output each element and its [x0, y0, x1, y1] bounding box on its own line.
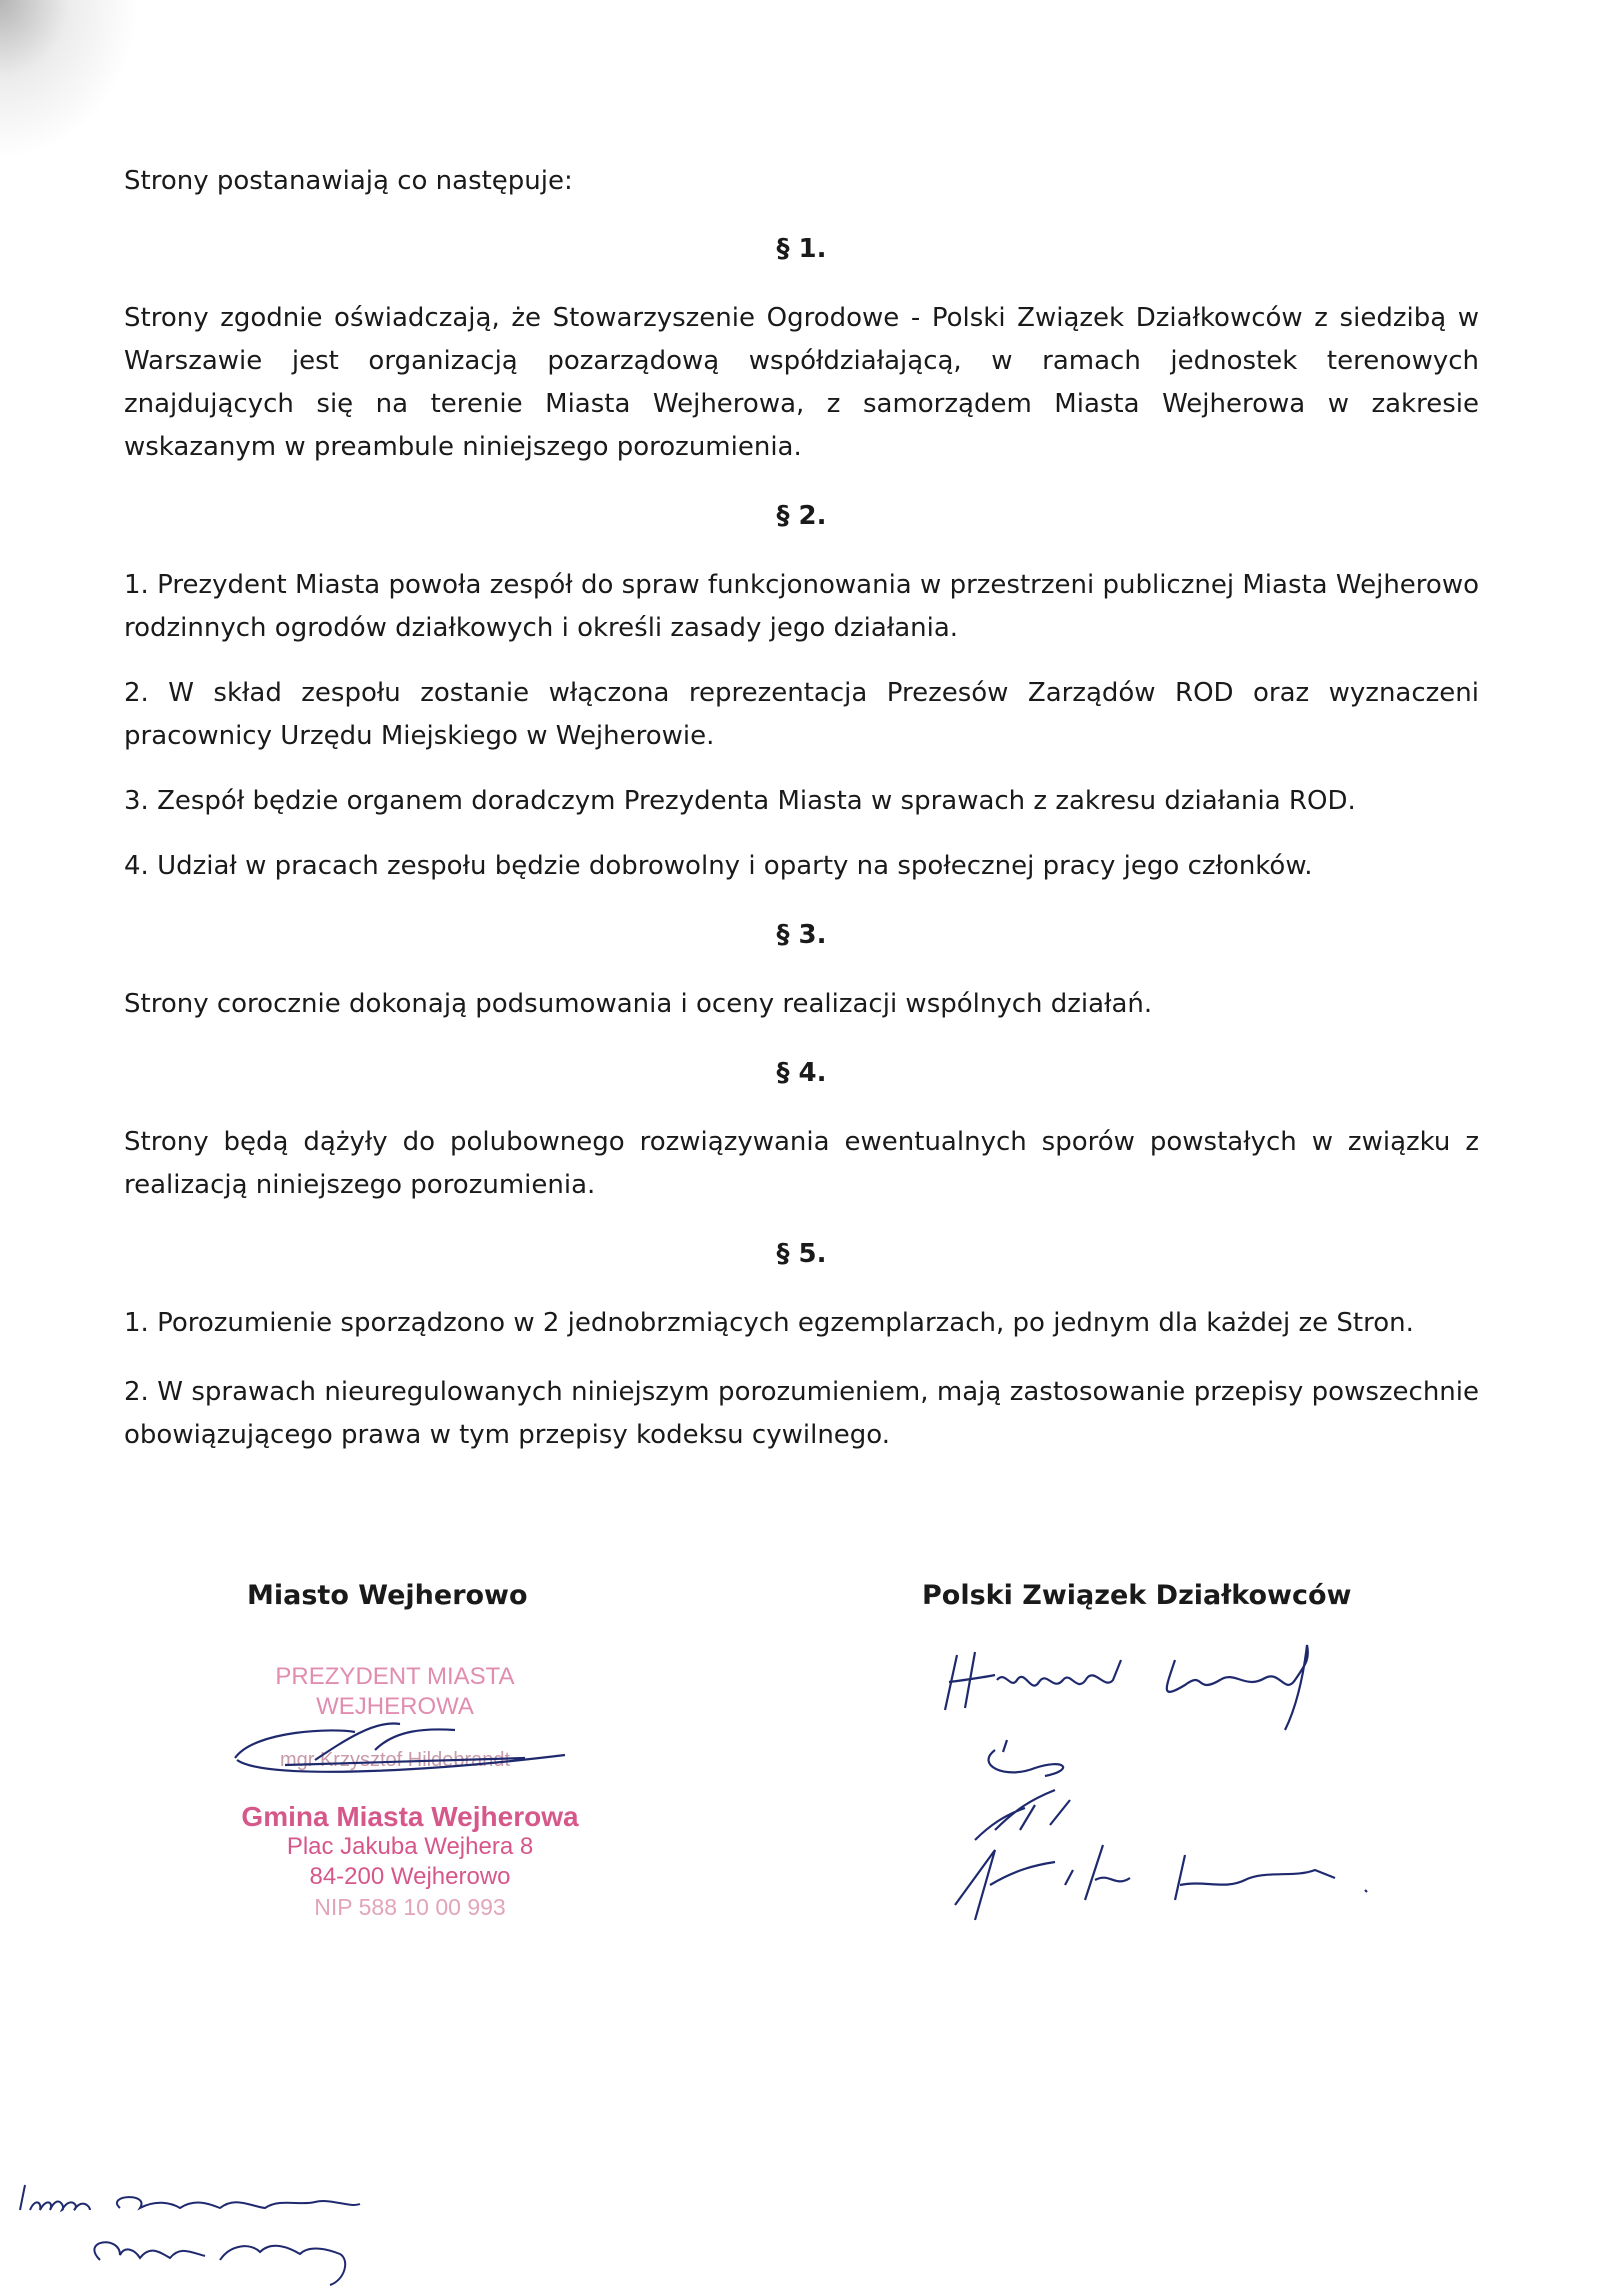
mayor-signature — [225, 1710, 585, 1790]
intro-text: Strony postanawiają co następuje: — [124, 166, 573, 196]
section-heading: § 3. — [776, 920, 827, 950]
section-heading: § 1. — [776, 234, 827, 264]
section-paragraph: 3. Zespół będzie organem doradczym Prezydenta Miasta w sprawach z zakresu działania ROD. — [124, 786, 1356, 816]
document-body — [124, 160, 1479, 1457]
section-paragraph: 1. Prezydent Miasta powoła zespół do spraw funkcjonowania w przestrzeni publicznej Miasta Wejherowo rodzinnych ogrodów działkowych i określi zasady jego działania. — [124, 570, 1479, 643]
legal-advisor-handwriting — [10, 2180, 490, 2290]
stamp-address: Plac Jakuba Wejhera 8 — [286, 1833, 534, 1860]
stamp-title-line1: PREZYDENT MIASTA — [275, 1663, 515, 1690]
section-heading: § 2. — [776, 501, 827, 531]
section-5 — [124, 1233, 1479, 1457]
section-paragraph: 2. W skład zespołu zostanie włączona reprezentacja Prezesów Zarządów ROD oraz wyznaczeni pracownicy Urzędu Miejskiego w Wejherowie. — [124, 678, 1479, 751]
section-heading: § 5. — [776, 1239, 827, 1269]
section-paragraph: Strony będą dążyły do polubownego rozwiązywania ewentualnych sporów powstałych w związku z realizacją niniejszego porozumienia. — [124, 1127, 1479, 1200]
section-paragraph: 2. W sprawach nieuregulowanych niniejszym porozumieniem, mają zastosowanie przepisy powszechnie obowiązującego prawa w tym przepisy kodeksu cywilnego. — [124, 1377, 1479, 1450]
section-heading: § 4. — [776, 1058, 827, 1088]
stamp-postal: 84-200 Wejherowo — [309, 1863, 511, 1890]
right-party-label: Polski Związek Działkowców — [922, 1580, 1352, 1611]
stamp-title-line2: WEJHEROWA — [316, 1693, 474, 1720]
stamp-nip: NIP 588 10 00 993 — [314, 1894, 506, 1920]
stamp-org: Gmina Miasta Wejherowa — [241, 1801, 579, 1832]
section-1 — [124, 228, 1479, 469]
section-3 — [124, 914, 1479, 1026]
section-2 — [124, 495, 1479, 888]
section-paragraph: Strony zgodnie oświadczają, że Stowarzyszenie Ogrodowe - Polski Związek Działkowców z siedzibą w Warszawie jest organizacją pozarządową współdziałającą, w ramach jednostek terenowych znajdujących się na terenie Miasta Wejherowa, z samorządem Miasta Wejherowa w zakresie wskazanym w preambule niniejszego porozumienia. — [124, 303, 1479, 462]
section-paragraph: 4. Udział w pracach zespołu będzie dobrowolny i oparty na społecznej pracy jego członków. — [124, 851, 1313, 881]
signature-area — [0, 1570, 1606, 2290]
stamp-name: mgr Krzysztof Hildebrandt — [279, 1749, 511, 1771]
section-paragraph: Strony corocznie dokonają podsumowania i oceny realizacji wspólnych działań. — [124, 989, 1153, 1019]
section-4 — [124, 1052, 1479, 1207]
scan-edge-shadow — [0, 0, 140, 160]
section-paragraph: 1. Porozumienie sporządzono w 2 jednobrzmiących egzemplarzach, po jednym dla każdej ze Stron. — [124, 1308, 1414, 1338]
left-party-label: Miasto Wejherowo — [247, 1580, 528, 1611]
official-stamp-address — [220, 1802, 600, 1922]
pzd-signatures — [935, 1640, 1415, 1960]
